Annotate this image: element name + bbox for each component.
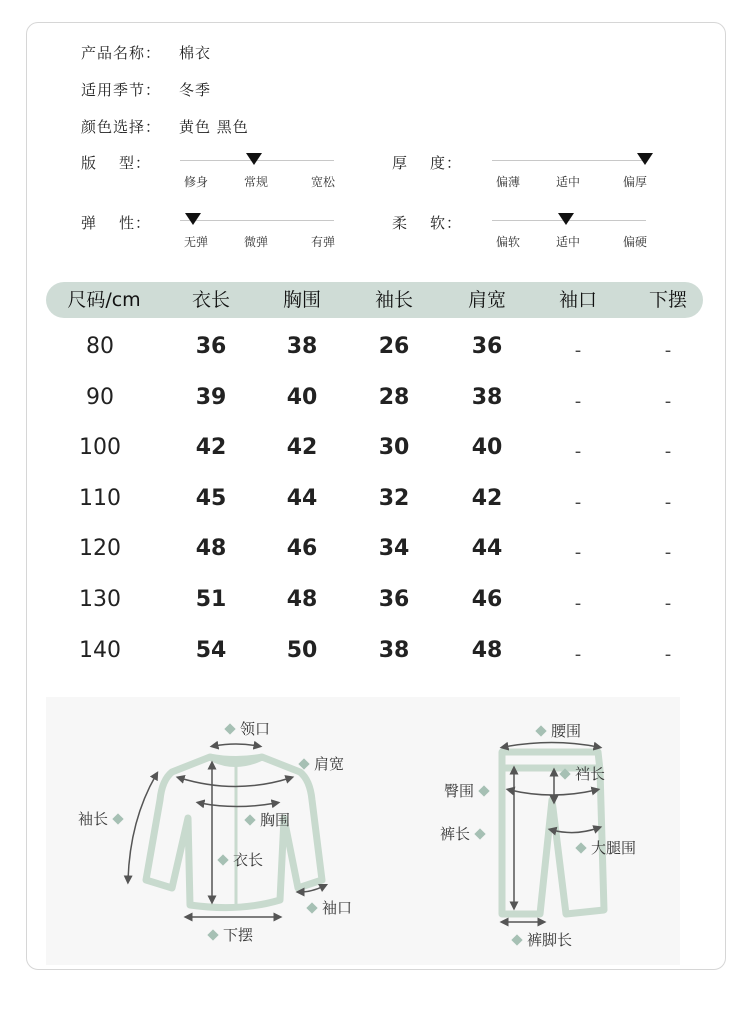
table-cell: 44 [286,486,318,511]
leg-opening-label [513,929,572,950]
diamond-icon [207,929,218,940]
table-cell: 140 [79,638,121,663]
product-name-value: 棉衣 [179,44,212,62]
hip-text: 臀围 [444,782,475,800]
table-cell: 54 [195,638,227,663]
diamond-icon [298,758,309,769]
diamond-icon [575,842,586,853]
table-cell: 120 [79,536,121,561]
collar-label [226,718,270,739]
table-cell: 48 [195,536,227,561]
shoulder-label [300,753,344,774]
diamond-icon [244,814,255,825]
table-cell: 51 [195,587,227,612]
color-value: 黄色 黑色 [179,118,249,136]
diamond-icon [559,768,570,779]
table-cell: 42 [195,435,227,460]
table-cell: - [664,492,672,513]
table-cell: - [574,492,582,513]
table-cell: - [664,542,672,563]
thickness-label-b: 度： [430,154,463,172]
table-cell: 46 [471,587,503,612]
table-header-cell: 胸围 [282,289,322,311]
diamond-icon [217,854,228,865]
table-header-cell: 尺码/cm [67,289,141,311]
elasticity-option-0: 无弹 [183,235,209,249]
table-header-cell: 肩宽 [467,289,507,311]
thigh-label [577,837,636,858]
elasticity-label-a: 弹 [81,214,98,232]
table-cell: 110 [79,486,121,511]
thickness-label-a: 厚 [392,154,409,172]
thickness-option-0: 偏薄 [495,175,521,189]
table-header-cell: 袖长 [374,289,414,311]
table-cell: - [664,391,672,412]
table-cell: 90 [86,385,114,410]
hip-arrow [510,790,596,795]
pants-length-label [440,823,484,844]
table-cell: - [664,593,672,614]
table-cell: 42 [286,435,318,460]
softness-option-2: 偏硬 [622,235,648,249]
rise-label [561,763,605,784]
table-cell: 45 [195,486,227,511]
waist-label [537,720,581,741]
season-value: 冬季 [179,81,212,99]
table-cell: - [574,441,582,462]
diamond-icon [478,785,489,796]
table-cell: 46 [286,536,318,561]
table-cell: 39 [195,385,227,410]
table-cell: 28 [378,385,410,410]
softness-label-b: 软： [430,214,463,232]
length-text: 衣长 [233,851,264,869]
table-cell: - [574,644,582,665]
elasticity-option-2: 有弹 [310,235,336,249]
chest-text: 胸围 [260,811,291,829]
thickness-option-1: 适中 [555,175,581,189]
table-cell: - [574,340,582,361]
waist-arrow [504,743,598,748]
diamond-icon [224,723,235,734]
table-cell: 30 [378,435,410,460]
table-header-cell: 衣长 [191,289,231,311]
season-label: 适用季节： [81,81,162,99]
collar-arrow [214,744,258,746]
softness-option-1: 适中 [555,235,581,249]
chest-label [246,809,290,830]
sleeve-text: 袖长 [78,810,109,828]
fit-option-2: 宽松 [310,175,336,189]
color-label: 颜色选择： [81,118,162,136]
table-cell: - [574,391,582,412]
table-cell: - [574,542,582,563]
table-header-cell: 下摆 [648,289,688,311]
length-label [219,849,263,870]
cuff-label [308,897,352,918]
softness-option-0: 偏软 [495,235,521,249]
table-header-cell: 袖口 [558,289,598,311]
table-cell: 36 [471,334,503,359]
hem-label [209,924,253,945]
product-name-label: 产品名称： [81,44,162,62]
fit-label-a: 版 [81,154,98,172]
table-cell: 130 [79,587,121,612]
leg-opening-text: 裤脚长 [527,931,573,949]
table-cell: 38 [471,385,503,410]
fit-label-b: 型： [119,154,152,172]
table-cell: 48 [286,587,318,612]
table-cell: - [664,441,672,462]
elasticity-label-b: 性： [119,214,152,232]
waist-text: 腰围 [551,722,582,740]
table-cell: 34 [378,536,410,561]
table-cell: 32 [378,486,410,511]
hip-label [444,780,488,801]
table-cell: 44 [471,536,503,561]
diamond-icon [511,934,522,945]
elasticity-option-1: 微弹 [243,235,269,249]
table-cell: 26 [378,334,410,359]
diamond-icon [112,813,123,824]
fit-option-0: 修身 [183,175,209,189]
table-cell: 40 [286,385,318,410]
pants-length-text: 裤长 [440,825,471,843]
table-cell: 80 [86,334,114,359]
table-cell: 42 [471,486,503,511]
table-cell: 38 [286,334,318,359]
table-cell: 38 [378,638,410,663]
hem-text: 下摆 [223,926,254,944]
table-cell: 48 [471,638,503,663]
table-cell: - [664,340,672,361]
collar-text: 领口 [240,720,271,738]
thigh-text: 大腿围 [591,839,637,857]
diamond-icon [535,725,546,736]
table-cell: - [574,593,582,614]
shoulder-text: 肩宽 [314,755,345,773]
table-cell: 36 [378,587,410,612]
diamond-icon [474,828,485,839]
rise-text: 裆长 [575,765,606,783]
table-cell: - [664,644,672,665]
softness-label-a: 柔 [392,214,409,232]
table-cell: 50 [286,638,318,663]
cuff-text: 袖口 [322,899,353,917]
jacket-shape [146,757,322,908]
thickness-option-2: 偏厚 [622,175,648,189]
sleeve-label [78,808,122,829]
table-cell: 36 [195,334,227,359]
table-cell: 100 [79,435,121,460]
table-cell: 40 [471,435,503,460]
diamond-icon [306,902,317,913]
fit-option-1: 常规 [243,175,269,189]
